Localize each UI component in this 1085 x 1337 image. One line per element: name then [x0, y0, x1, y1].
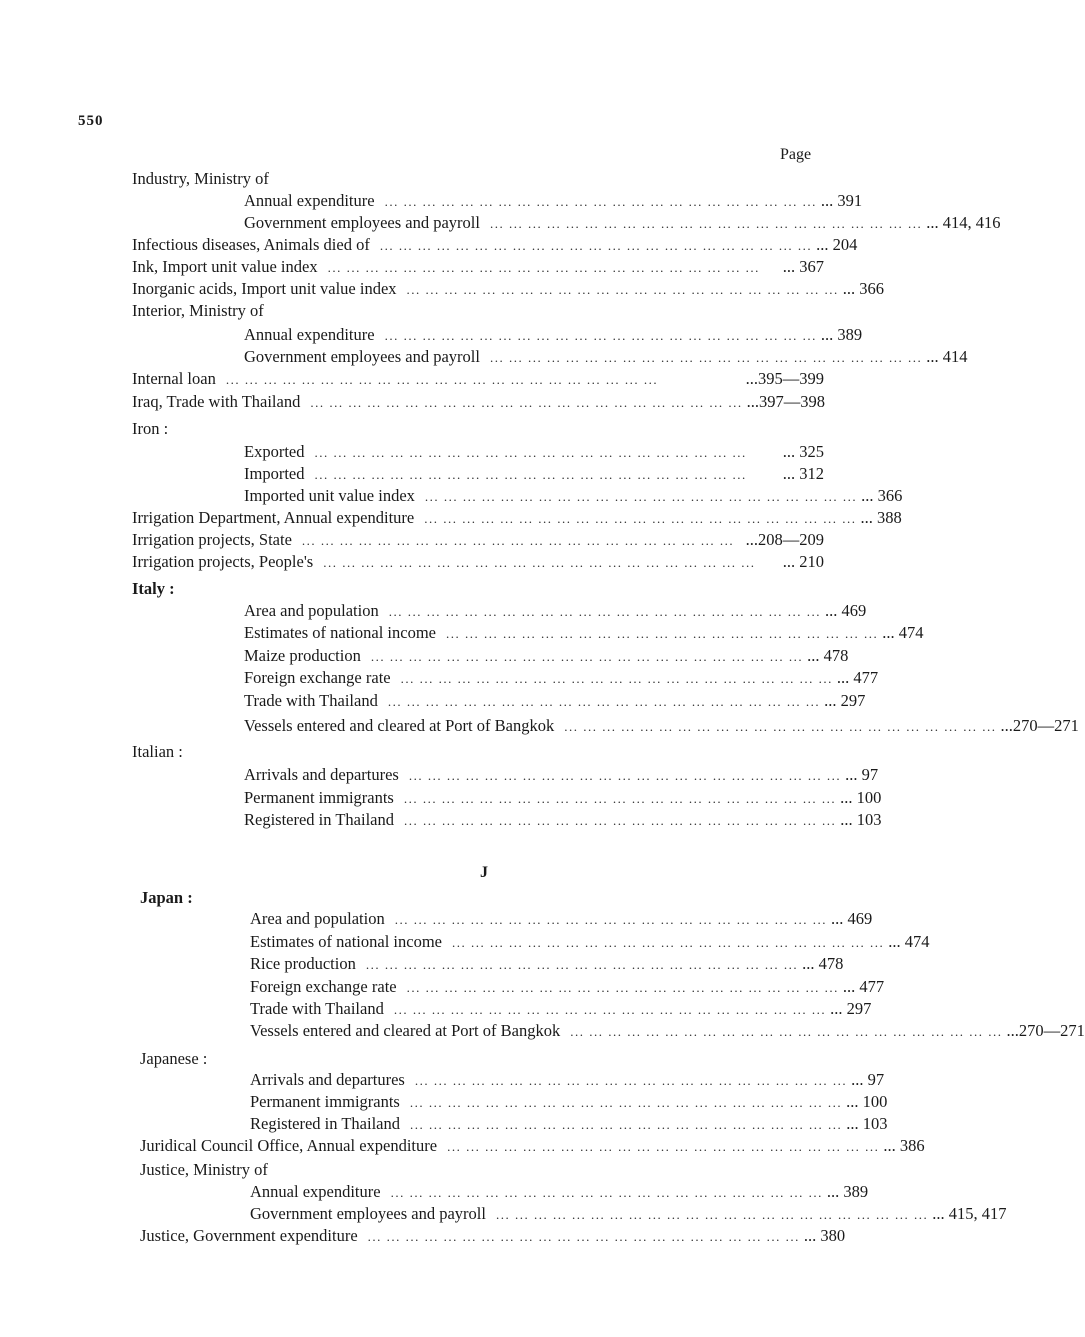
entry-page-reference: ...395—399: [745, 369, 824, 388]
leader-dots: ... ... ... ... ... ... ... ... ... ... ... ... ... ... ... ... ... ... ... ... ... ... ...: [388, 604, 821, 619]
index-entry: [244, 190, 863, 212]
entry-page-reference: ... 204: [816, 235, 858, 254]
index-entry: [132, 368, 824, 390]
page-number: 550: [78, 113, 104, 129]
entry-page-reference: ... 474: [882, 623, 924, 642]
entry-label: Trade with Thailand: [244, 691, 378, 710]
entry-page-reference: ... 312: [782, 464, 824, 483]
entry-page-reference: ...208—209: [745, 530, 824, 549]
leader-dots: ... ... ... ... ... ... ... ... ... ... ... ... ... ... ... ... ... ... ... ... ... ... ...: [489, 216, 923, 231]
index-entry: [244, 809, 882, 831]
leader-dots: ... ... ... ... ... ... ... ... ... ... ... ... ... ... ... ... ... ... ... ... ... ... ...: [384, 328, 817, 343]
leader-dots: ... ... ... ... ... ... ... ... ... ... ... ... ... ... ... ... ... ... ... ... ... ... ...: [327, 260, 760, 275]
entry-page-reference: ... 477: [836, 668, 879, 687]
entry-page-reference: ... 100: [846, 1092, 888, 1111]
leader-dots: ... ... ... ... ... ... ... ... ... ... ... ... ... ... ... ... ... ... ... ... ... ... ...: [323, 555, 756, 570]
leader-dots: ... ... ... ... ... ... ... ... ... ... ... ... ... ... ... ... ... ... ... ... ... ... ...: [424, 511, 857, 526]
entry-label: Imported: [244, 464, 305, 483]
entry-label: Arrivals and departures: [244, 765, 399, 784]
index-entry: [132, 507, 902, 529]
entry-page-reference: ... 210: [782, 552, 824, 571]
leader-dots: ... ... ... ... ... ... ... ... ... ... ... ... ... ... ... ... ... ... ... ... ... ... ...: [414, 1073, 848, 1088]
leader-dots: ... ... ... ... ... ... ... ... ... ... ... ... ... ... ... ... ... ... ... ... ... ... ...: [564, 719, 997, 734]
leader-dots: ... ... ... ... ... ... ... ... ... ... ... ... ... ... ... ... ... ... ... ... ... ... ...: [310, 395, 743, 410]
entry-label: Area and population: [250, 909, 385, 928]
index-heading: Industry, Ministry of: [132, 169, 269, 188]
leader-dots: ... ... ... ... ... ... ... ... ... ... ... ... ... ... ... ... ... ... ... ... ... ... ...: [370, 649, 804, 664]
entry-page-reference: ... 389: [826, 1182, 869, 1201]
leader-dots: ... ... ... ... ... ... ... ... ... ... ... ... ... ... ... ... ... ... ... ... ... ... ...: [384, 194, 817, 209]
entry-label: Estimates of national income: [250, 932, 442, 951]
index-entry: [250, 1113, 888, 1135]
leader-dots: ... ... ... ... ... ... ... ... ... ... ... ... ... ... ... ... ... ... ... ... ... ... ...: [379, 238, 813, 253]
entry-label: Imported unit value index: [244, 486, 415, 505]
page-column-header: Page: [780, 146, 812, 163]
index-entry: [244, 463, 824, 485]
leader-dots: ... ... ... ... ... ... ... ... ... ... ... ... ... ... ... ... ... ... ... ... ... ... ...: [410, 1117, 843, 1132]
leader-dots: ... ... ... ... ... ... ... ... ... ... ... ... ... ... ... ... ... ... ... ... ... ... ...: [406, 980, 839, 995]
leader-dots: ... ... ... ... ... ... ... ... ... ... ... ... ... ... ... ... ... ... ... ... ... ... ...: [301, 533, 735, 548]
index-entry: [250, 998, 872, 1020]
index-entry: [244, 787, 882, 809]
entry-label: Arrivals and departures: [250, 1070, 405, 1089]
index-heading: Japanese :: [140, 1049, 208, 1068]
entry-label: Juridical Council Office, Annual expenditure: [140, 1136, 438, 1155]
leader-dots: ... ... ... ... ... ... ... ... ... ... ... ... ... ... ... ... ... ... ... ... ... ... ...: [424, 489, 858, 504]
index-entry: [244, 212, 1001, 234]
index-entry: [250, 953, 844, 975]
leader-dots: ... ... ... ... ... ... ... ... ... ... ... ... ... ... ... ... ... ... ... ... ... ... ...: [393, 1002, 827, 1017]
entry-page-reference: ... 477: [842, 977, 885, 996]
entry-page-reference: ...397—398: [746, 392, 825, 411]
entry-page-reference: ...270—271: [1006, 1021, 1085, 1040]
index-entry: [244, 690, 866, 712]
leader-dots: ... ... ... ... ... ... ... ... ... ... ... ... ... ... ... ... ... ... ... ... ... ... ...: [225, 372, 659, 387]
index-entry: [250, 1181, 869, 1203]
entry-page-reference: ... 366: [861, 486, 903, 505]
entry-page-reference: ...270—271: [1000, 716, 1079, 735]
section-letter: J: [480, 864, 488, 881]
entry-label: Government employees and payroll: [244, 347, 480, 366]
leader-dots: ... ... ... ... ... ... ... ... ... ... ... ... ... ... ... ... ... ... ... ... ... ... ...: [489, 350, 923, 365]
entry-label: Irrigation projects, State: [132, 530, 292, 549]
leader-dots: ... ... ... ... ... ... ... ... ... ... ... ... ... ... ... ... ... ... ... ... ... ... ...: [367, 1229, 800, 1244]
index-entry: [250, 1203, 1007, 1225]
index-entry: [132, 391, 824, 413]
entry-page-reference: ... 103: [846, 1114, 888, 1133]
entry-label: Registered in Thailand: [244, 810, 394, 829]
entry-page-reference: ... 469: [824, 601, 867, 620]
entry-label: Ink, Import unit value index: [132, 257, 318, 276]
entry-label: Irrigation Department, Annual expenditure: [132, 508, 415, 527]
leader-dots: ... ... ... ... ... ... ... ... ... ... ... ... ... ... ... ... ... ... ... ... ... ... ...: [406, 282, 839, 297]
entry-page-reference: ... 391: [820, 191, 863, 210]
entry-page-reference: ... 414, 416: [926, 213, 1001, 232]
leader-dots: ... ... ... ... ... ... ... ... ... ... ... ... ... ... ... ... ... ... ... ... ... ... ...: [495, 1207, 929, 1222]
index-entry: [244, 346, 968, 368]
index-entry: [244, 645, 849, 667]
index-heading: Interior, Ministry of: [132, 301, 264, 320]
entry-label: Permanent immigrants: [244, 788, 394, 807]
entry-label: Rice production: [250, 954, 356, 973]
index-heading: Japan :: [140, 888, 193, 907]
leader-dots: ... ... ... ... ... ... ... ... ... ... ... ... ... ... ... ... ... ... ... ... ... ... ...: [387, 694, 821, 709]
entry-page-reference: ... 414: [926, 347, 968, 366]
entry-label: Vessels entered and cleared at Port of Bangkok: [250, 1021, 561, 1040]
leader-dots: ... ... ... ... ... ... ... ... ... ... ... ... ... ... ... ... ... ... ... ... ... ... ...: [400, 671, 833, 686]
index-entry: [140, 1225, 846, 1247]
entry-page-reference: ... 389: [820, 325, 863, 344]
entry-label: Annual expenditure: [250, 1182, 381, 1201]
leader-dots: ... ... ... ... ... ... ... ... ... ... ... ... ... ... ... ... ... ... ... ... ... ... ...: [447, 1139, 880, 1154]
index-heading: Italy :: [132, 579, 175, 598]
entry-page-reference: ... 297: [824, 691, 866, 710]
entry-page-reference: ... 100: [840, 788, 882, 807]
index-entry: [140, 1135, 925, 1157]
leader-dots: ... ... ... ... ... ... ... ... ... ... ... ... ... ... ... ... ... ... ... ... ... ... ...: [390, 1185, 823, 1200]
leader-dots: ... ... ... ... ... ... ... ... ... ... ... ... ... ... ... ... ... ... ... ... ... ... ...: [452, 935, 885, 950]
leader-dots: ... ... ... ... ... ... ... ... ... ... ... ... ... ... ... ... ... ... ... ... ... ... ...: [408, 768, 842, 783]
index-heading: Justice, Ministry of: [140, 1160, 268, 1179]
entry-page-reference: ... 478: [807, 646, 849, 665]
entry-page-reference: ... 415, 417: [932, 1204, 1007, 1223]
index-entry: [244, 667, 879, 689]
index-entry: [132, 234, 858, 256]
leader-dots: ... ... ... ... ... ... ... ... ... ... ... ... ... ... ... ... ... ... ... ... ... ... ...: [404, 813, 837, 828]
entry-label: Maize production: [244, 646, 361, 665]
entry-label: Infectious diseases, Animals died of: [132, 235, 370, 254]
index-entry: [250, 1091, 888, 1113]
leader-dots: ... ... ... ... ... ... ... ... ... ... ... ... ... ... ... ... ... ... ... ... ... ... ...: [394, 912, 827, 927]
index-entry: [244, 441, 824, 463]
index-entry: [250, 1020, 1085, 1042]
index-entry: [132, 256, 824, 278]
leader-dots: ... ... ... ... ... ... ... ... ... ... ... ... ... ... ... ... ... ... ... ... ... ... ...: [365, 957, 799, 972]
index-entry: [244, 600, 867, 622]
entry-label: Permanent immigrants: [250, 1092, 400, 1111]
entry-label: Foreign exchange rate: [244, 668, 391, 687]
entry-page-reference: ... 325: [782, 442, 824, 461]
index-entry: [250, 908, 873, 930]
entry-label: Iraq, Trade with Thailand: [132, 392, 301, 411]
leader-dots: ... ... ... ... ... ... ... ... ... ... ... ... ... ... ... ... ... ... ... ... ... ... ...: [314, 467, 747, 482]
entry-label: Foreign exchange rate: [250, 977, 397, 996]
entry-label: Exported: [244, 442, 305, 461]
index-entry: [250, 931, 930, 953]
leader-dots: ... ... ... ... ... ... ... ... ... ... ... ... ... ... ... ... ... ... ... ... ... ... ...: [570, 1024, 1003, 1039]
entry-page-reference: ... 97: [851, 1070, 885, 1089]
entry-page-reference: ... 103: [840, 810, 882, 829]
entry-page-reference: ... 386: [883, 1136, 925, 1155]
index-entry: [132, 551, 824, 573]
entry-label: Area and population: [244, 601, 379, 620]
leader-dots: ... ... ... ... ... ... ... ... ... ... ... ... ... ... ... ... ... ... ... ... ... ... ...: [409, 1095, 843, 1110]
index-entry: [132, 278, 885, 300]
index-entry: [244, 485, 903, 507]
entry-label: Registered in Thailand: [250, 1114, 400, 1133]
entry-page-reference: ... 478: [802, 954, 844, 973]
entry-label: Annual expenditure: [244, 191, 375, 210]
index-entry: [244, 715, 1079, 737]
entry-page-reference: ... 474: [888, 932, 930, 951]
entry-label: Government employees and payroll: [244, 213, 480, 232]
entry-label: Estimates of national income: [244, 623, 436, 642]
leader-dots: ... ... ... ... ... ... ... ... ... ... ... ... ... ... ... ... ... ... ... ... ... ... ...: [446, 626, 879, 641]
entry-label: Vessels entered and cleared at Port of Bangkok: [244, 716, 555, 735]
index-entry: [250, 976, 885, 998]
entry-page-reference: ... 469: [830, 909, 873, 928]
entry-page-reference: ... 388: [860, 508, 902, 527]
entry-page-reference: ... 380: [803, 1226, 846, 1245]
entry-page-reference: ... 367: [782, 257, 824, 276]
entry-label: Irrigation projects, People's: [132, 552, 314, 571]
index-entry: [244, 622, 924, 644]
entry-label: Internal loan: [132, 369, 216, 388]
entry-label: Government employees and payroll: [250, 1204, 486, 1223]
leader-dots: ... ... ... ... ... ... ... ... ... ... ... ... ... ... ... ... ... ... ... ... ... ... ...: [314, 445, 747, 460]
entry-page-reference: ... 297: [830, 999, 872, 1018]
entry-label: Justice, Government expenditure: [140, 1226, 358, 1245]
index-entry: [132, 529, 824, 551]
index-heading: Iron :: [132, 419, 169, 438]
index-entry: [250, 1069, 885, 1091]
index-entry: [244, 324, 863, 346]
entry-label: Inorganic acids, Import unit value index: [132, 279, 397, 298]
leader-dots: ... ... ... ... ... ... ... ... ... ... ... ... ... ... ... ... ... ... ... ... ... ... ...: [403, 791, 837, 806]
entry-label: Annual expenditure: [244, 325, 375, 344]
index-entry: [244, 764, 879, 786]
index-heading: Italian :: [132, 742, 183, 761]
entry-label: Trade with Thailand: [250, 999, 384, 1018]
entry-page-reference: ... 366: [842, 279, 885, 298]
entry-page-reference: ... 97: [845, 765, 879, 784]
